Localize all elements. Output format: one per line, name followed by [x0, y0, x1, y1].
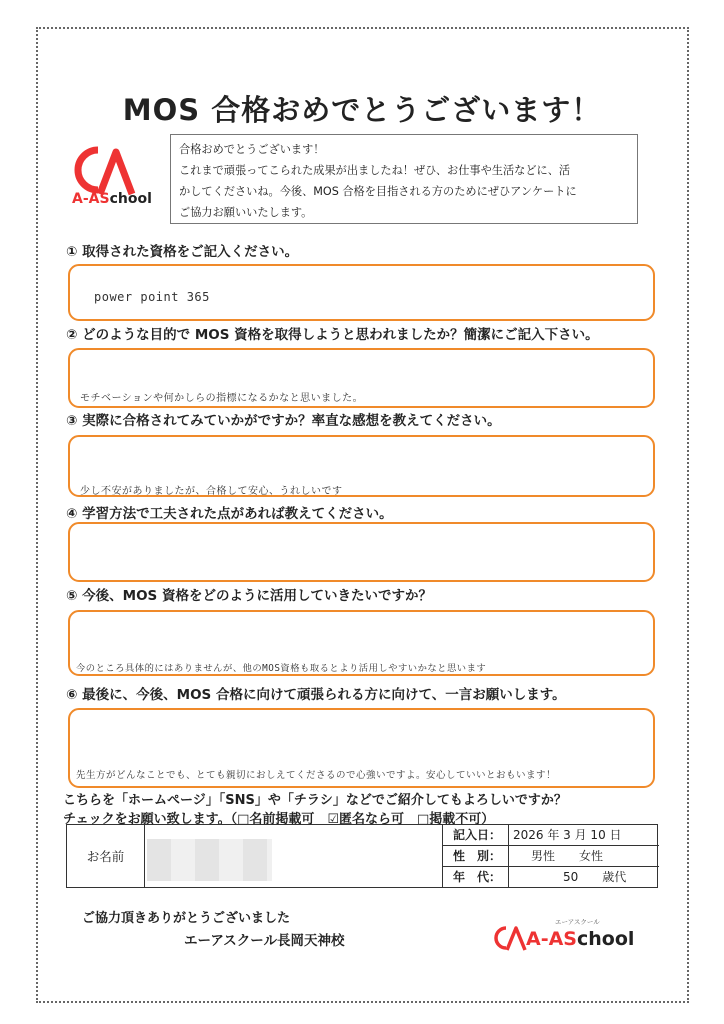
answer-text-3: 少し不安がありましたが、合格して安心、うれしいです [80, 486, 343, 497]
intro-line: かしてくださいね。今後、MOS 合格を目指される方のためにぜひアンケートに [179, 185, 577, 198]
school-logo-text: A-ASchool [72, 191, 152, 207]
answer-box-2[interactable] [68, 348, 655, 408]
name-label: お名前 [67, 825, 145, 887]
info-form [66, 824, 658, 888]
question-5: ⑤ 今後、MOS 資格をどのように活用していきたいですか？ [66, 588, 432, 604]
intro-box [170, 134, 638, 224]
gender-row [443, 846, 659, 867]
question-2: ② どのような目的で MOS 資格を取得しようと思われましたか？簡潔にご記入下さい。 [66, 327, 599, 343]
intro-line: ご協力お願いいたします。 [179, 206, 313, 219]
answer-box-4[interactable] [68, 522, 655, 582]
gender-value[interactable]: 男性 女性 [531, 849, 604, 863]
date-value[interactable]: 2026 年 3 月 10 日 [513, 828, 622, 842]
answer-text-6: 先生方がどんなことでも、とても親切におしえてくださるので心強いですよ。安心していいとおもいます！ [76, 770, 557, 781]
date-label: 記入日： [443, 825, 509, 845]
school-name: エーアスクール長岡天神校 [184, 933, 345, 949]
age-value[interactable]: 50 歳代 [563, 870, 627, 884]
date-row [443, 825, 659, 846]
age-row [443, 867, 659, 888]
question-4: ④ 学習方法で工夫された点があれば教えてください。 [66, 506, 393, 522]
footer-logo-kana: エーアスクール [555, 918, 600, 926]
name-field-blurred [147, 839, 272, 881]
page-title: MOS 合格おめでとうございます！ [122, 93, 602, 127]
answer-box-1[interactable] [68, 264, 655, 321]
info-grid [442, 825, 659, 887]
age-label: 年 代： [443, 867, 509, 888]
intro-line: 合格おめでとうございます！ [179, 143, 325, 156]
question-1: ① 取得された資格をご記入ください。 [66, 244, 299, 260]
answer-text-2: モチベーションや何かしらの指標になるかなと思いました。 [80, 393, 364, 404]
answer-text-5: 今のところ具体的にはありませんが、他のMOS資格も取るとより活用しやすいかなと思います [76, 663, 487, 674]
consent-question: こちらを「ホームページ」「SNS」や「チラシ」などでご紹介してもよろしいですか？ [63, 793, 567, 808]
answer-box-5[interactable] [68, 610, 655, 676]
question-6: ⑥ 最後に、今後、MOS 合格に向けて頑張られる方に向けて、一言お願いします。 [66, 687, 566, 703]
gender-label: 性 別： [443, 846, 509, 866]
thanks-text: ご協力頂きありがとうございました [82, 911, 291, 926]
question-3: ③ 実際に合格されてみていかがですか？率直な感想を教えてください。 [66, 413, 501, 429]
answer-box-3[interactable] [68, 435, 655, 497]
answer-text-1: power point 365 [94, 290, 210, 304]
footer-logo-text: A-ASchool [526, 928, 635, 950]
answer-box-6[interactable] [68, 708, 655, 788]
consent-options[interactable]: チェックをお願い致します。（□名前掲載可 ☑匿名なら可 □掲載不可） [63, 812, 495, 827]
intro-line: これまで頑張ってこられた成果が出ましたね！ぜひ、お仕事や生活などに、活 [179, 164, 571, 177]
